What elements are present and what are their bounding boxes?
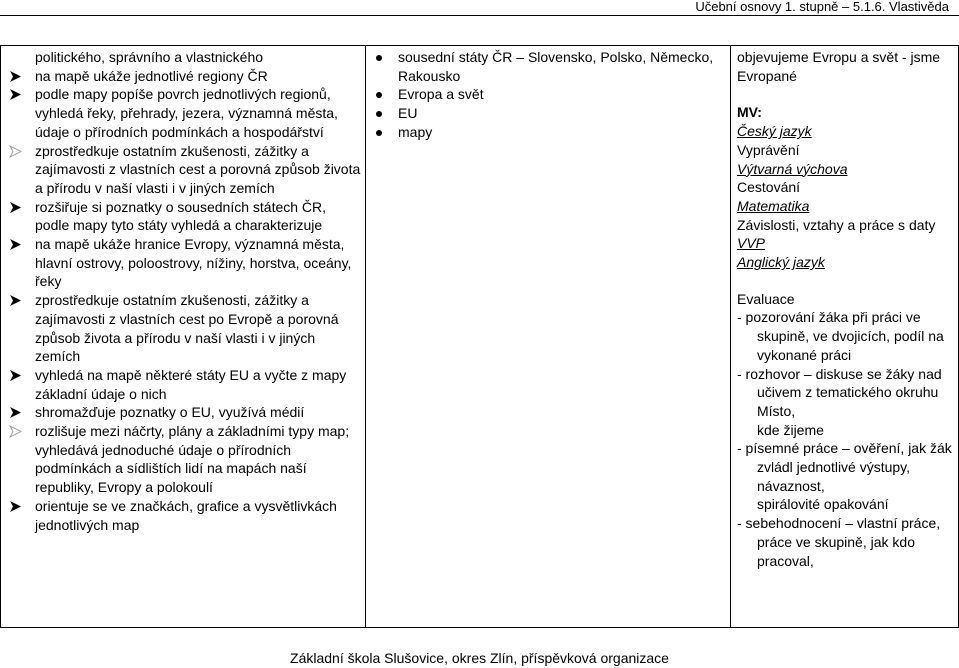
eval-item: kde žijeme: [757, 421, 824, 438]
outcome-text: podle mapy popíše povrch jednotlivých regionů, vyhledá řeky, přehrady, jezera, významná města, údaje o přírodních podmínkách a hospodářství: [35, 86, 338, 140]
outcome-text: na mapě ukáže jednotlivé regiony ČR: [35, 67, 268, 84]
outcome-text: zprostředkuje ostatním zkušenosti, zážitky a zajímavosti z vlastních cest a porovná způsob života a přírodu v naší vlasti i v jiných zemích: [35, 142, 361, 196]
notes-column: [731, 46, 959, 628]
outcomes-list: [9, 48, 361, 534]
bullet-dot-icon: [376, 111, 382, 117]
mv-list: [737, 122, 954, 272]
arrowhead-outline-bullet-icon: [9, 425, 23, 438]
bullet-dot-icon: [376, 55, 382, 61]
eval-item: - pozorování žáka při práci ve: [737, 309, 921, 326]
topic-item: [374, 48, 726, 85]
outcome-text: shromažďuje poznatky o EU, využívá médií: [35, 404, 305, 421]
topic-text: sousední státy ČR – Slovensko, Polsko, Německo, Rakousko: [398, 49, 714, 84]
arrowhead-bullet-icon: [9, 70, 23, 83]
outcome-text: vyhledá na mapě některé státy EU a vyčte z mapy základní údaje o nich: [35, 366, 347, 402]
arrowhead-outline-bullet-icon: [9, 145, 23, 158]
eval-item: spirálovité opakování: [757, 496, 889, 513]
outcome-item: [9, 142, 361, 198]
arrowhead-bullet-icon: [9, 294, 23, 307]
topic-text: EU: [398, 105, 418, 122]
outcome-text: orientuje se ve značkách, grafice a vysvětlivkách jednotlivých map: [35, 497, 337, 533]
arrowhead-bullet-icon: [9, 88, 23, 101]
document-header: Učební osnovy 1. stupně – 5.1.6. Vlastivěda: [695, 0, 949, 14]
arrowhead-bullet-icon: [9, 238, 23, 251]
eval-item: - písemné práce – ověření, jak žák: [737, 440, 952, 457]
outcome-item: [9, 366, 361, 403]
outcome-item: [9, 422, 361, 497]
outcome-text: politického, správního a vlastnického: [35, 49, 264, 65]
mv-item: Závislosti, vztahy a práce s daty: [737, 216, 936, 233]
mv-label: MV:: [737, 104, 762, 121]
document-footer: Základní škola Slušovice, okres Zlín, příspěvková organizace: [290, 650, 669, 666]
bullet-dot-icon: [376, 130, 382, 136]
topics-list: [374, 48, 726, 142]
outcome-item: [9, 235, 361, 291]
eval-list: [737, 308, 954, 570]
outcome-item: [9, 198, 361, 235]
topic-text: mapy: [398, 123, 433, 140]
mv-item: Vyprávění: [737, 141, 800, 158]
outcomes-column: [1, 46, 366, 628]
arrowhead-bullet-icon: [9, 201, 23, 214]
topics-column: [366, 46, 731, 628]
outcome-item: [9, 403, 361, 422]
mv-item: VVP: [737, 235, 766, 252]
outcome-item: [9, 291, 361, 366]
arrowhead-bullet-icon: [9, 369, 23, 382]
header-rule: [0, 15, 959, 16]
eval-item: zvládl jednotlivé výstupy, návaznost,: [757, 459, 911, 494]
mv-item: Anglický jazyk: [737, 254, 825, 271]
outcome-item: [9, 85, 361, 141]
topic-item: [374, 123, 726, 142]
eval-item: - rozhovor – diskuse se žáky nad: [737, 365, 942, 382]
mv-item: Český jazyk: [737, 123, 812, 140]
outcome-item: [9, 497, 361, 534]
mv-item: Výtvarná výchova: [737, 160, 848, 177]
outcome-text: zprostředkuje ostatním zkušenosti, zážitky a zajímavosti z vlastních cest po Evropě a porovná způsob života a přírodu v naší vlasti i v jiných zemích: [35, 292, 339, 365]
topic-text: Evropa a svět: [398, 86, 484, 103]
eval-item: učivem z tematického okruhu Místo,: [757, 384, 939, 419]
arrowhead-bullet-icon: [9, 500, 23, 513]
arrowhead-bullet-icon: [9, 406, 23, 419]
topic-item: [374, 104, 726, 123]
eval-item: - sebehodnocení – vlastní práce,: [737, 515, 941, 532]
eval-label: Evaluace: [737, 290, 795, 307]
outcome-item: [9, 48, 361, 67]
eval-item: vykonané práci: [757, 346, 852, 363]
bullet-dot-icon: [376, 92, 382, 98]
curriculum-table: [0, 45, 959, 628]
topic-item: [374, 85, 726, 104]
outcome-text: rozšiřuje si poznatky o sousedních státech ČR, podle mapy tyto státy vyhledá a charakterizuje: [35, 198, 327, 234]
mv-item: Cestování: [737, 179, 801, 196]
outcome-item: [9, 67, 361, 86]
mv-item: Matematika: [737, 197, 810, 214]
outcome-text: rozlišuje mezi náčrty, plány a základními typy map; vyhledává jednoduché údaje o přírodních podmínkách a sídlištích lidí na mapách naší republiky, Evropy a polokoulí: [35, 423, 350, 496]
eval-item: práce ve skupině, jak kdo pracoval,: [757, 533, 915, 569]
outcome-text: na mapě ukáže hranice Evropy, významná města, hlavní ostrovy, poloostrovy, nížiny, horstva, oceány, řeky: [35, 236, 352, 290]
notes-intro: objevujeme Evropu a svět - jsme Evropané: [737, 49, 941, 84]
eval-item: skupině, ve dvojicích, podíl na: [757, 328, 944, 345]
